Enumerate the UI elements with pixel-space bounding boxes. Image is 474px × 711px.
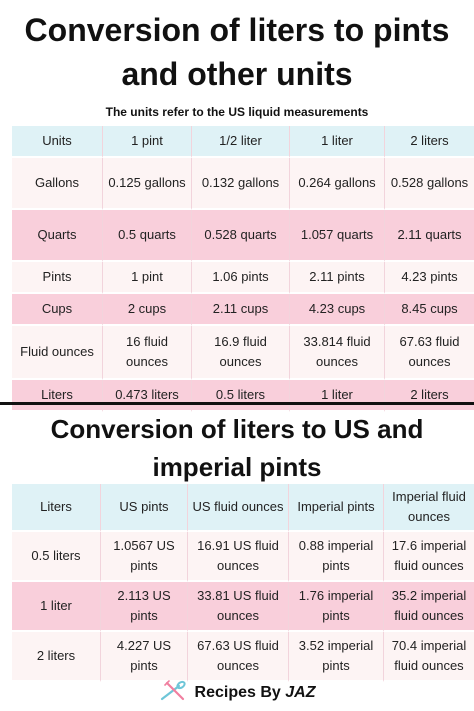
table-cell: 1.0567 US pints xyxy=(101,532,188,582)
column-header-cell: 2 liters xyxy=(385,126,474,158)
brand-prefix: Recipes By xyxy=(194,684,286,701)
table-cell: 2 cups xyxy=(103,294,192,326)
table-cell: 4.23 pints xyxy=(385,262,474,294)
utensils-icon xyxy=(159,680,189,707)
row-label-cell: 2 liters xyxy=(11,632,101,682)
table-cell: 0.5 liters xyxy=(192,380,290,412)
column-header-cell: US fluid ounces xyxy=(188,484,289,532)
page-title: Conversion of liters to pints and other units xyxy=(24,12,450,92)
table-header-row xyxy=(11,126,474,158)
table-cell: 1 pint xyxy=(103,262,192,294)
table-cell: 4.23 cups xyxy=(290,294,385,326)
table-row xyxy=(11,210,474,262)
row-label-cell: Pints xyxy=(11,262,103,294)
liters-conversion-table xyxy=(11,126,474,412)
table-row xyxy=(11,632,474,682)
brand-highlight: JAZ xyxy=(285,684,316,701)
table-cell: 16.9 fluid ounces xyxy=(192,326,290,380)
brand-name xyxy=(195,684,316,702)
row-label-cell: Gallons xyxy=(11,158,103,210)
table-cell: 16.91 US fluid ounces xyxy=(188,532,289,582)
page-subtitle: The units refer to the US liquid measurements xyxy=(105,105,369,119)
table-cell: 0.528 quarts xyxy=(192,210,290,262)
table-cell: 2.11 pints xyxy=(290,262,385,294)
row-label-cell: 1 liter xyxy=(11,582,101,632)
column-header-cell: 1 liter xyxy=(290,126,385,158)
column-header-cell: Liters xyxy=(11,484,101,532)
row-label-cell: Liters xyxy=(11,380,103,412)
table-cell: 1.057 quarts xyxy=(290,210,385,262)
table-cell: 1.06 pints xyxy=(192,262,290,294)
table-cell: 4.227 US pints xyxy=(101,632,188,682)
table-cell: 2.11 quarts xyxy=(385,210,474,262)
pints-conversion-table xyxy=(11,484,474,682)
row-label-cell: 0.5 liters xyxy=(11,532,101,582)
table-cell: 8.45 cups xyxy=(385,294,474,326)
table-cell: 70.4 imperial fluid ounces xyxy=(384,632,474,682)
column-header-cell: 1/2 liter xyxy=(192,126,290,158)
table-cell: 0.528 gallons xyxy=(385,158,474,210)
table-cell: 1 liter xyxy=(290,380,385,412)
table-cell: 33.814 fluid ounces xyxy=(290,326,385,380)
table-cell: 3.52 imperial pints xyxy=(289,632,384,682)
row-label-cell: Cups xyxy=(11,294,103,326)
table-cell: 67.63 US fluid ounces xyxy=(188,632,289,682)
table-cell: 0.125 gallons xyxy=(103,158,192,210)
table-cell: 1.76 imperial pints xyxy=(289,582,384,632)
table-row xyxy=(11,326,474,380)
row-label-cell: Fluid ounces xyxy=(11,326,103,380)
table-row xyxy=(11,582,474,632)
table-row xyxy=(11,380,474,412)
table-header-row xyxy=(11,484,474,532)
table-row xyxy=(11,262,474,294)
table-row xyxy=(11,294,474,326)
table-cell: 0.473 liters xyxy=(103,380,192,412)
table-cell: 17.6 imperial fluid ounces xyxy=(384,532,474,582)
table-cell: 0.5 quarts xyxy=(103,210,192,262)
table-cell: 67.63 fluid ounces xyxy=(385,326,474,380)
column-header-cell: Imperial fluid ounces xyxy=(384,484,474,532)
column-header-cell: Imperial pints xyxy=(289,484,384,532)
table-cell: 35.2 imperial fluid ounces xyxy=(384,582,474,632)
second-section-title: Conversion of liters to US and imperial pints xyxy=(50,414,424,482)
table-cell: 2.11 cups xyxy=(192,294,290,326)
table-cell: 2 liters xyxy=(385,380,474,412)
table-cell: 0.88 imperial pints xyxy=(289,532,384,582)
table-row xyxy=(11,158,474,210)
brand-footer xyxy=(0,680,474,706)
table-cell: 0.264 gallons xyxy=(290,158,385,210)
row-label-cell: Quarts xyxy=(11,210,103,262)
column-header-cell: Units xyxy=(11,126,103,158)
section-divider xyxy=(0,402,474,405)
table-cell: 16 fluid ounces xyxy=(103,326,192,380)
column-header-cell: 1 pint xyxy=(103,126,192,158)
table-cell: 2.113 US pints xyxy=(101,582,188,632)
table-row xyxy=(11,532,474,582)
table-cell: 0.132 gallons xyxy=(192,158,290,210)
table-cell: 33.81 US fluid ounces xyxy=(188,582,289,632)
column-header-cell: US pints xyxy=(101,484,188,532)
